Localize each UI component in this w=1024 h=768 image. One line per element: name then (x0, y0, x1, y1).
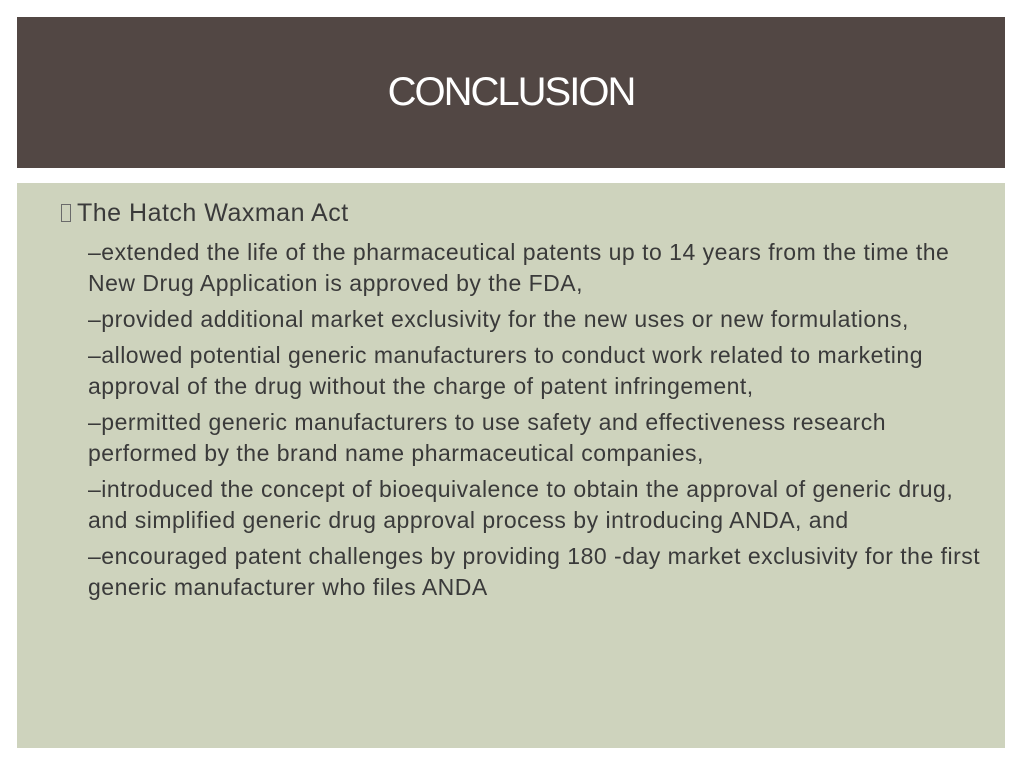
list-item: –provided additional market exclusivity for the new uses or new formulations, (88, 306, 909, 332)
title-bar (17, 17, 1005, 168)
list-item: –permitted generic manufacturers to use safety and effectiveness research performed by the brand name pharmaceutical companies, (88, 409, 887, 466)
list-item: –extended the life of the pharmaceutical patents up to 14 years from the time the New Drug Application is approved by the FDA, (88, 239, 950, 296)
main-bullet-text: The Hatch Waxman Act (77, 199, 349, 227)
list-item: –encouraged patent challenges by providing 180 -day market exclusivity for the first generic manufacturer who files ANDA (88, 543, 981, 600)
content-panel (17, 183, 1005, 748)
list-item: –allowed potential generic manufacturers to conduct work related to marketing approval of the drug without the charge of patent infringement, (88, 342, 923, 399)
sub-bullet-list (88, 237, 988, 608)
main-bullet (61, 199, 349, 228)
list-item: –introduced the concept of bioequivalence to obtain the approval of generic drug, and simplified generic drug approval process by introducing ANDA, and (88, 476, 954, 533)
slide-title: CONCLUSION (387, 70, 635, 114)
bullet-box-icon (61, 204, 71, 222)
